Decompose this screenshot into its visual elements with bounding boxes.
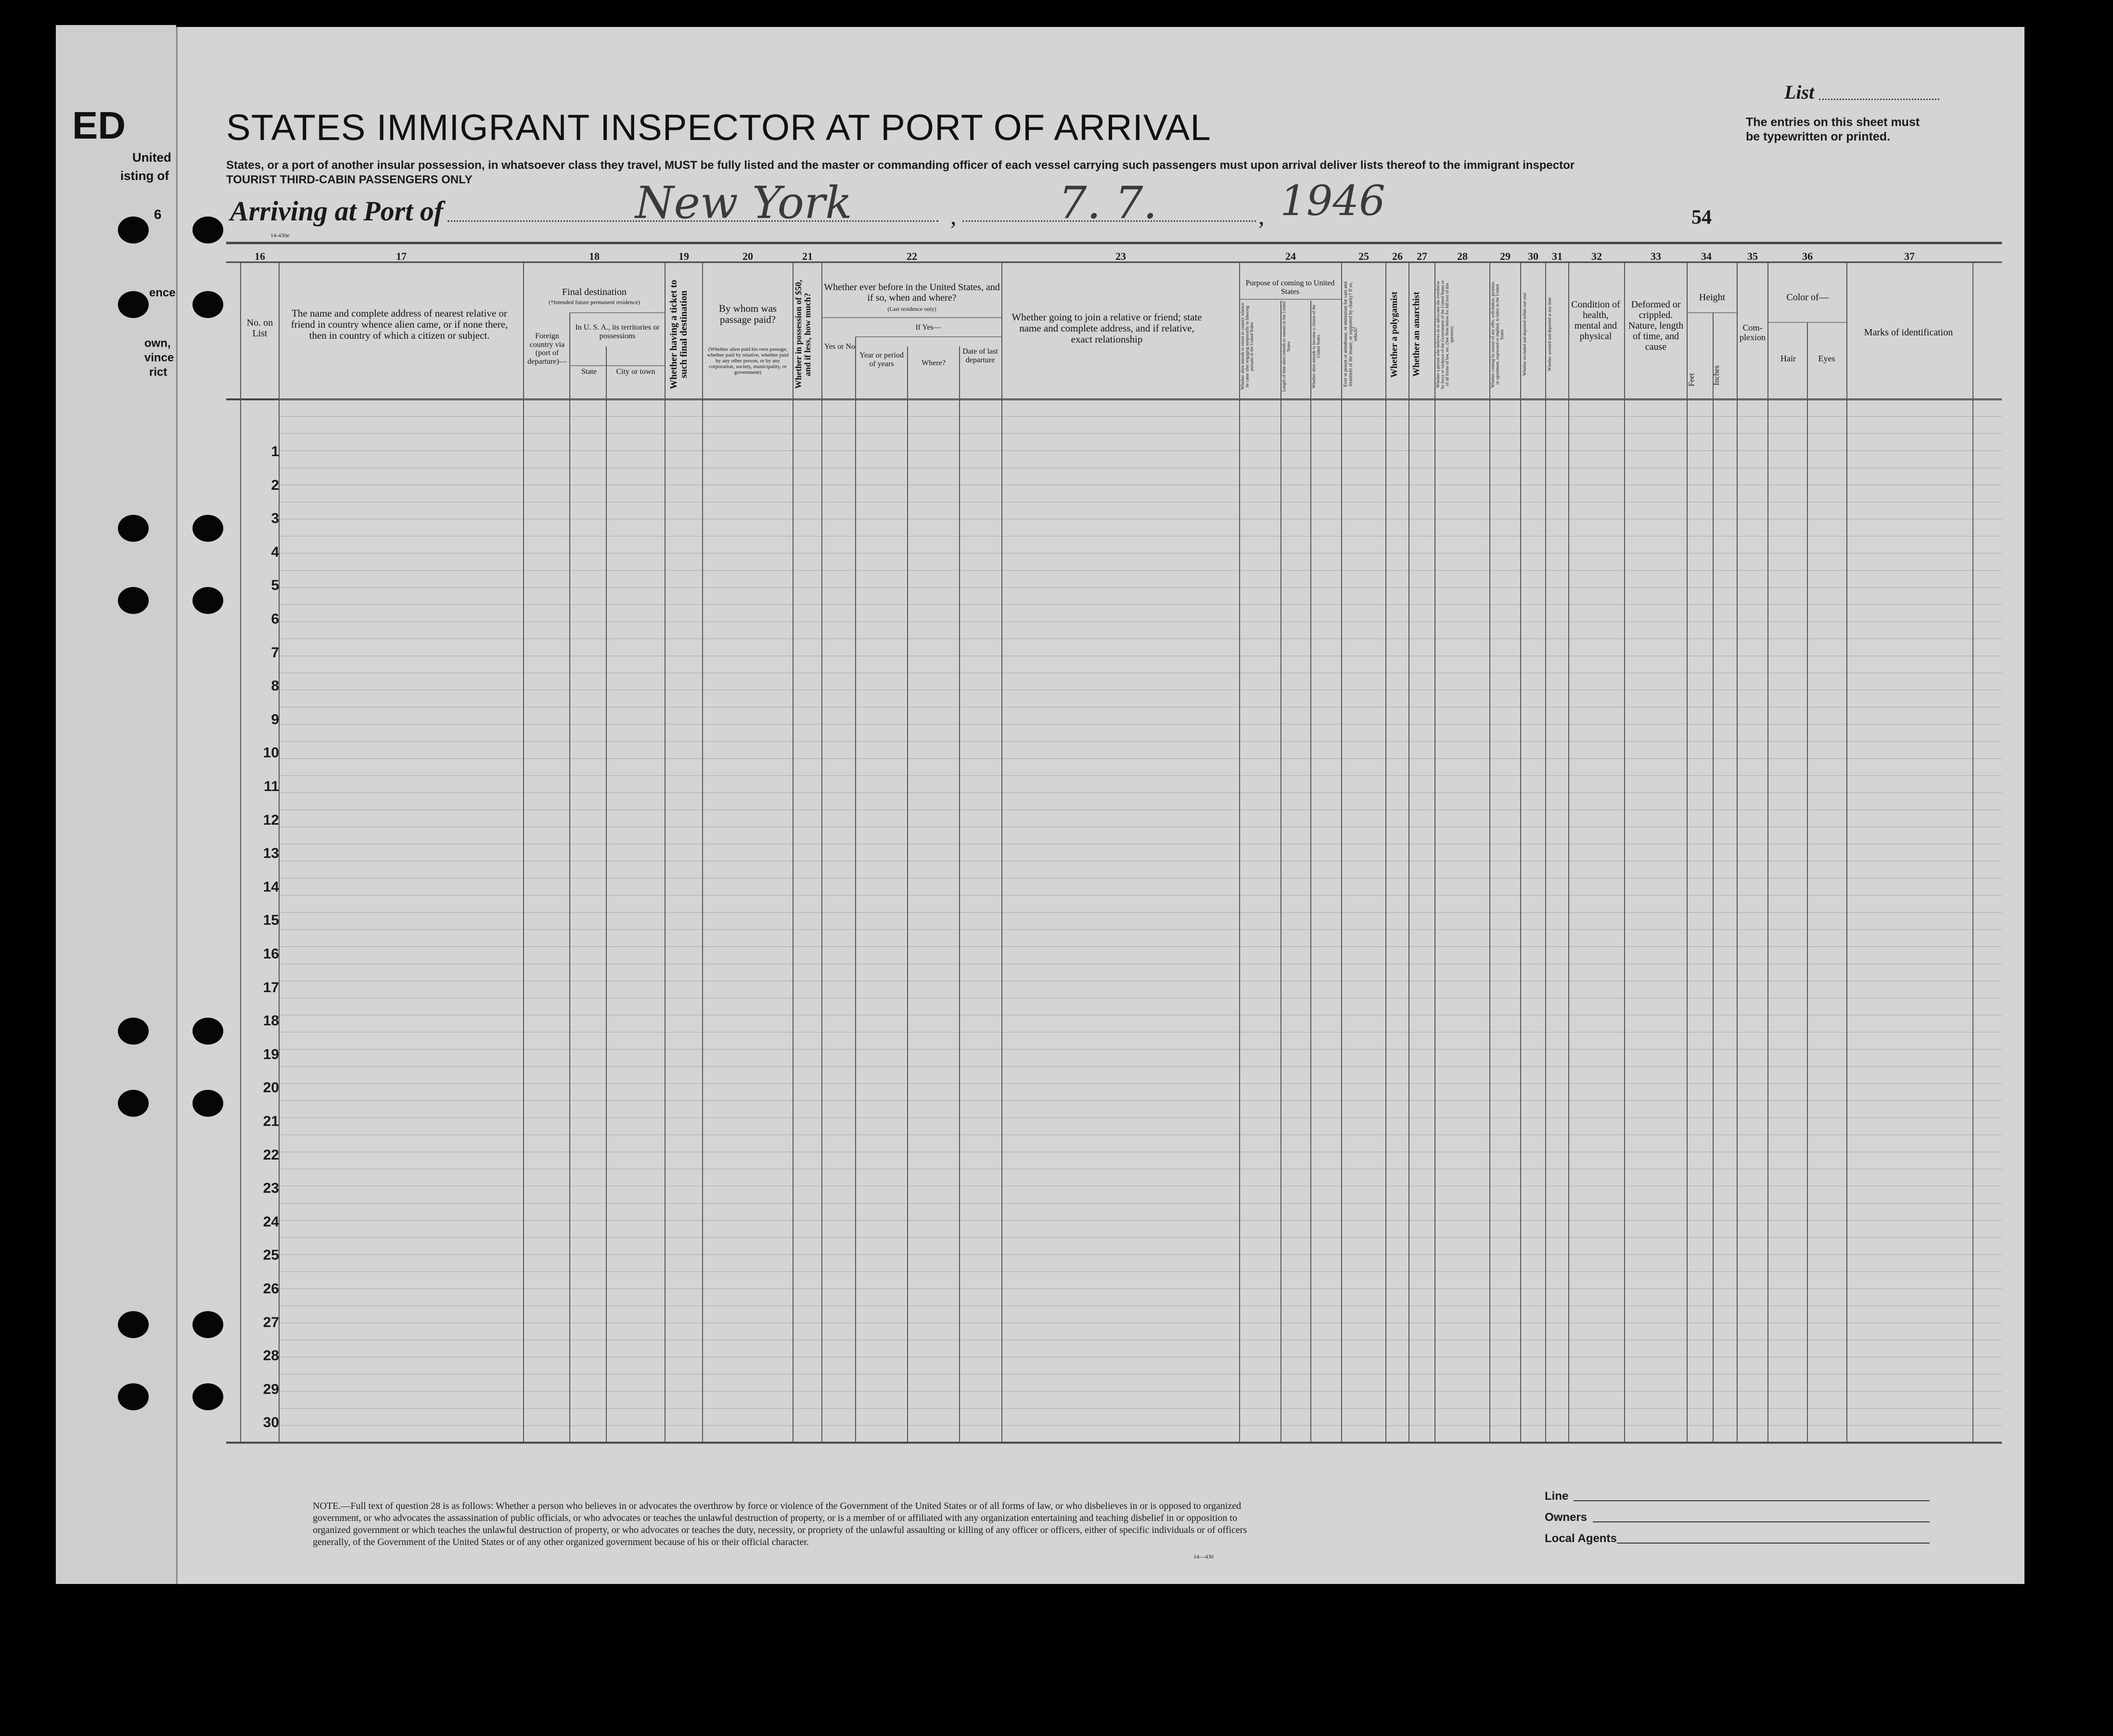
row-number-20: 20 xyxy=(263,1080,279,1096)
col20-header: By whom was passage paid? xyxy=(718,303,777,326)
row-number-23: 23 xyxy=(263,1180,279,1197)
page-title: STATES IMMIGRANT INSPECTOR AT PORT OF ARRIVAL xyxy=(226,107,1211,148)
col18-header: Final destination xyxy=(562,287,627,297)
row-number-7: 7 xyxy=(271,644,279,661)
row-number-25: 25 xyxy=(263,1247,279,1264)
col24-return: Whether alien intends to return to country whence he came after engaging temporarily in laboring pursuits in the United States xyxy=(1240,303,1254,390)
row-number-15: 15 xyxy=(263,912,279,929)
col29-header: Whether coming by reason of any offer, solicitation, promise, or agreement, expressed or implied, to labor in the United States xyxy=(1490,281,1504,388)
column-number-25: 25 xyxy=(1358,250,1369,262)
column-number-37: 37 xyxy=(1904,250,1915,262)
year-value: 1946 xyxy=(1280,177,1385,225)
row-number-4: 4 xyxy=(271,544,279,560)
passenger-class: TOURIST THIRD-CABIN PASSENGERS ONLY xyxy=(226,173,473,186)
col22-if-yes: If Yes— xyxy=(915,323,941,332)
edge-fragment-united: United xyxy=(132,150,171,165)
col36-hair: Hair xyxy=(1780,354,1796,363)
col21-header: Whether in possession of $50, and if less, how much? xyxy=(794,280,812,389)
row-number-12: 12 xyxy=(263,812,279,828)
column-number-30: 30 xyxy=(1528,250,1538,262)
col24-citizen: Whether alien intends to become a citizen of the United States xyxy=(1311,305,1321,388)
edge-fragment-listing: isting of xyxy=(120,168,169,183)
column-number-31: 31 xyxy=(1552,250,1562,262)
port-value: New York xyxy=(635,177,852,229)
row-number-28: 28 xyxy=(263,1348,279,1364)
column-number-16: 16 xyxy=(255,250,265,262)
col26-header: Whether a polygamist xyxy=(1389,291,1399,378)
column-number-20: 20 xyxy=(743,250,753,262)
form-code-bottom: 14—430 xyxy=(1193,1553,1214,1560)
row-number-16: 16 xyxy=(263,946,279,962)
col33-header: Deformed or crippled. Nature, length of time, and cause xyxy=(1628,299,1684,352)
row-number-22: 22 xyxy=(263,1147,279,1163)
column-number-23: 23 xyxy=(1115,250,1126,262)
row-number-8: 8 xyxy=(271,678,279,694)
arriving-label: Arriving at Port of xyxy=(230,195,444,227)
row-number-10: 10 xyxy=(263,745,279,761)
row-number-2: 2 xyxy=(271,477,279,493)
column-number-27: 27 xyxy=(1417,250,1427,262)
column-number-35: 35 xyxy=(1747,250,1758,262)
col22-where: Where? xyxy=(922,359,946,367)
col19-header: Whether having a ticket to such final destination xyxy=(668,280,689,389)
edge-fragment-rict: rict xyxy=(149,366,167,379)
row-number-26: 26 xyxy=(263,1281,279,1297)
column-number-18: 18 xyxy=(589,250,600,262)
column-number-22: 22 xyxy=(907,250,917,262)
column-number-34: 34 xyxy=(1701,250,1712,262)
row-number-9: 9 xyxy=(271,711,279,728)
date-value: 7. 7. xyxy=(1059,177,1157,229)
row-number-13: 13 xyxy=(263,845,279,862)
col22-departure: Date of last departure xyxy=(962,347,998,364)
page-subtitle: States, or a port of another insular possession, in whatsoever class they travel, MUST be fully listed and the master or commanding officer of each vessel carrying such passengers must upon arrival deliver lists thereof to the immigrant inspector xyxy=(226,159,1575,172)
row-number-5: 5 xyxy=(271,577,279,594)
comma: , xyxy=(950,203,957,230)
col36-header: Color of— xyxy=(1786,292,1829,303)
row-number-3: 3 xyxy=(271,511,279,527)
col34-header: Height xyxy=(1699,292,1726,303)
col23-header: Whether going to join a relative or friend; state name and complete address, and if relative, exact relationship xyxy=(1012,311,1202,345)
col32-header: Condition of health, mental and physical xyxy=(1571,299,1620,342)
column-number-32: 32 xyxy=(1591,250,1602,262)
col30-header: Whether excluded and deported within one year xyxy=(1522,293,1527,376)
agents-field xyxy=(1617,1543,1930,1544)
column-number-17: 17 xyxy=(396,250,407,262)
col34-inches: Inches xyxy=(1713,365,1721,385)
edge-fragment-ed: ED xyxy=(72,104,126,147)
col18-note: (*Intended future permanent residence) xyxy=(549,299,640,306)
edge-fragment-num: 6 xyxy=(154,207,162,222)
row-number-21: 21 xyxy=(263,1113,279,1129)
column-number-28: 28 xyxy=(1457,250,1468,262)
entries-note-2: be typewritten or printed. xyxy=(1746,130,1891,143)
col36-eyes: Eyes xyxy=(1818,354,1835,363)
comma: , xyxy=(1258,203,1265,230)
form-code-top: 14-430e xyxy=(270,232,290,239)
col20-note: (Whether alien paid his own passage, whether paid by relative, whether paid by any other person, or by any corporation, society, municipality, or government) xyxy=(707,346,789,376)
owners-field xyxy=(1593,1521,1930,1522)
col22-period: Year or period of years xyxy=(859,351,904,368)
col28-header: Whether a person who believes in or advocates the overthrow by force or violence of the Government of the United States or of all forms of law, etc. (See Note below for full text of this question) xyxy=(1435,280,1454,389)
col18-city: City or town xyxy=(616,368,655,376)
col17-header: The name and complete address of nearest relative or friend in country whence alien came, or if none there, then in country of which a citizen or subject. xyxy=(291,307,508,342)
col35-header: Com-plexion xyxy=(1740,323,1766,342)
row-number-27: 27 xyxy=(263,1314,279,1330)
row-number-30: 30 xyxy=(263,1415,279,1431)
edge-fragment-own: own, xyxy=(144,337,171,350)
col25-header: Ever in prison or almshouse, or institution for care and treatment of the insane, or supported by charity? If so, which? xyxy=(1343,281,1358,387)
col22-header: Whether ever before in the United States, and if so, when and where? xyxy=(824,282,1000,303)
column-number-19: 19 xyxy=(679,250,689,262)
column-number-21: 21 xyxy=(802,250,813,262)
col16-header: No. on List xyxy=(246,318,273,339)
list-label: List xyxy=(1784,81,1815,103)
row-number-1: 1 xyxy=(271,444,279,460)
col18-foreign: Foreign country via (port of departure)— xyxy=(527,332,567,366)
col34-feet: Feet xyxy=(1688,373,1696,386)
col22-yes-no: Yes or No xyxy=(824,343,856,351)
edge-fragment-ence: ence xyxy=(149,286,176,299)
col24-length: Length of time alien intends to remain in the United States xyxy=(1281,301,1291,392)
row-number-6: 6 xyxy=(271,611,279,627)
column-number-26: 26 xyxy=(1392,250,1403,262)
owners-label: Owners xyxy=(1545,1511,1588,1524)
column-number-36: 36 xyxy=(1802,250,1813,262)
col18-usa: In U. S. A., its territories or possessions xyxy=(575,323,660,340)
line-label: Line xyxy=(1545,1490,1569,1503)
row-number-17: 17 xyxy=(263,979,279,996)
col24-header: Purpose of coming to United States xyxy=(1245,279,1335,296)
row-number-14: 14 xyxy=(263,879,279,895)
page-number: 54 xyxy=(1691,206,1712,229)
footnote: NOTE.—Full text of question 28 is as follows: Whether a person who believes in or advocates the overthrow by force or violence of the Government of the United States or of all forms of law, or who disbelieves in or is opposed to organized government, or who advocates the assassination of public officials, or who advocates or teaches the unlawful destruction of property, or is a member of or affiliated with any organization entertaining and teaching disbelief in or opposition to organized government or which teaches the unlawful destruction of property, or who advocates or teaches the duty, necessity, or propriety of the unlawful assaulting or killing of any officer or officers, either of specific individuals or of officers generally, of the Government of the United States or of any other organized government because of his or their official character. xyxy=(313,1501,1247,1547)
edge-fragment-vince: vince xyxy=(144,351,174,364)
col22-note: (Last residence only) xyxy=(887,306,936,312)
entries-note-1: The entries on this sheet must xyxy=(1746,115,1920,129)
row-number-19: 19 xyxy=(263,1046,279,1062)
col37-header: Marks of identification xyxy=(1864,327,1953,338)
line-field xyxy=(1574,1500,1930,1501)
row-number-11: 11 xyxy=(264,779,279,794)
col31-header: Whether arrested and deported at any time xyxy=(1547,297,1552,371)
col27-header: Whether an anarchist xyxy=(1411,292,1421,377)
row-number-18: 18 xyxy=(263,1013,279,1029)
row-number-29: 29 xyxy=(263,1381,279,1397)
row-number-24: 24 xyxy=(263,1213,279,1230)
column-number-24: 24 xyxy=(1285,250,1296,262)
agents-label: Local Agents xyxy=(1545,1532,1617,1545)
column-number-29: 29 xyxy=(1500,250,1511,262)
col18-state: State xyxy=(581,368,597,376)
column-number-33: 33 xyxy=(1651,250,1661,262)
